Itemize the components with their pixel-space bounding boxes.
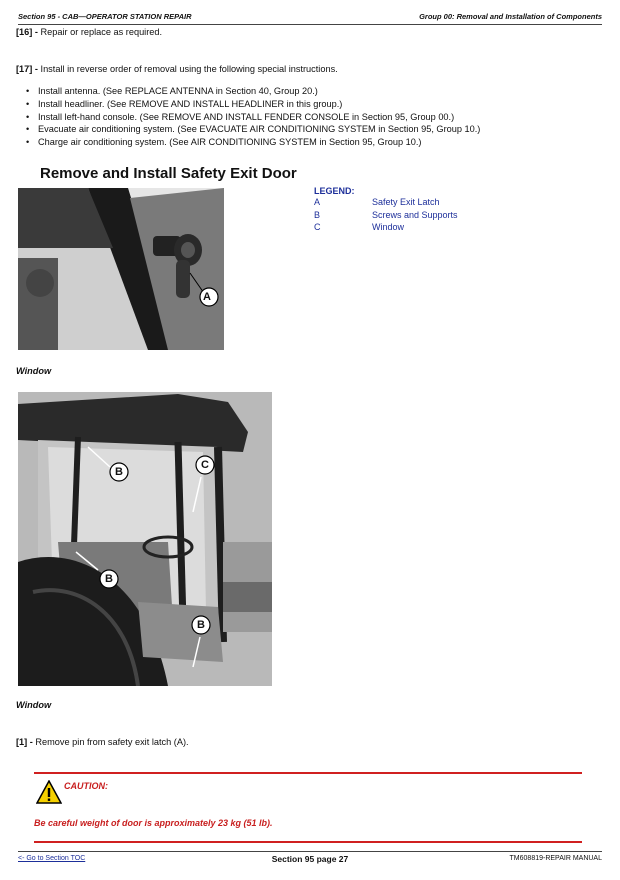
section-title: Remove and Install Safety Exit Door: [40, 165, 297, 182]
warning-icon: [36, 780, 62, 804]
step-17: [16, 64, 338, 74]
legend-row: [314, 209, 458, 223]
manual-id: TM608819-REPAIR MANUAL: [509, 855, 602, 862]
callout-a-marker: [198, 284, 224, 314]
footer-divider: [18, 851, 602, 852]
list-item: • Install left-hand console. (See REMOVE AND INSTALL FENDER CONSOLE in Section 95, Group 00.): [26, 112, 480, 125]
section-toc-link[interactable]: <- Go to Section TOC: [18, 855, 86, 862]
caution-bottom-rule: [34, 841, 582, 843]
step-1-text: Remove pin from safety exit latch (A).: [35, 737, 189, 747]
legend: [314, 186, 458, 235]
legend-label: Window: [372, 222, 405, 232]
step-16-number: [16] -: [16, 27, 38, 37]
legend-row: [314, 222, 405, 235]
legend-row: [314, 197, 440, 210]
header-divider: [18, 24, 602, 25]
cab-photo: [18, 392, 272, 686]
callout-c: C: [201, 459, 209, 471]
callout-b-middle: B: [105, 573, 113, 585]
header-group-title: Group 00: Removal and Installation of Components: [419, 12, 602, 21]
list-item: • Charge air conditioning system. (See AIR CONDITIONING SYSTEM in Section 95, Group 10.): [26, 137, 480, 150]
callout-b-bottom: B: [197, 619, 205, 631]
list-item: • Evacuate air conditioning system. (See EVACUATE AIR CONDITIONING SYSTEM in Section 95, Group 10.): [26, 124, 480, 137]
list-item: • Install headliner. (See REMOVE AND INSTALL HEADLINER in this group.): [26, 99, 480, 112]
legend-key: A: [314, 197, 321, 207]
list-item: • Install antenna. (See REPLACE ANTENNA in Section 40, Group 20.): [26, 86, 480, 99]
caution-text: Be careful weight of door is approximately 23 kg (51 lb).: [34, 818, 273, 828]
step-1: [16, 737, 189, 747]
legend-label: Safety Exit Latch: [372, 197, 440, 207]
page-header: [18, 10, 602, 24]
figure-1-caption: Window: [16, 366, 52, 376]
callout-a: A: [203, 291, 211, 303]
caution-top-rule: [34, 772, 582, 774]
legend-key: B: [314, 209, 321, 220]
legend-heading: LEGEND:: [314, 186, 355, 196]
instruction-list: [26, 86, 480, 150]
step-16: [16, 27, 162, 37]
header-section-title: Section 95 - CAB—OPERATOR STATION REPAIR: [18, 12, 192, 21]
legend-key: C: [314, 222, 321, 232]
step-17-text: Install in reverse order of removal using the following special instructions.: [40, 64, 338, 74]
step-17-number: [17] -: [16, 64, 38, 74]
legend-label: Screws and Supports: [372, 209, 458, 220]
page-footer: [18, 855, 602, 869]
callout-b-top: B: [115, 466, 123, 478]
figure-2-caption: Window: [16, 700, 52, 710]
step-16-text: Repair or replace as required.: [40, 27, 163, 37]
step-1-number: [1] -: [16, 737, 33, 747]
caution-label: CAUTION:: [64, 781, 108, 791]
latch-photo: [18, 188, 224, 350]
page-number: Section 95 page 27: [271, 854, 349, 864]
